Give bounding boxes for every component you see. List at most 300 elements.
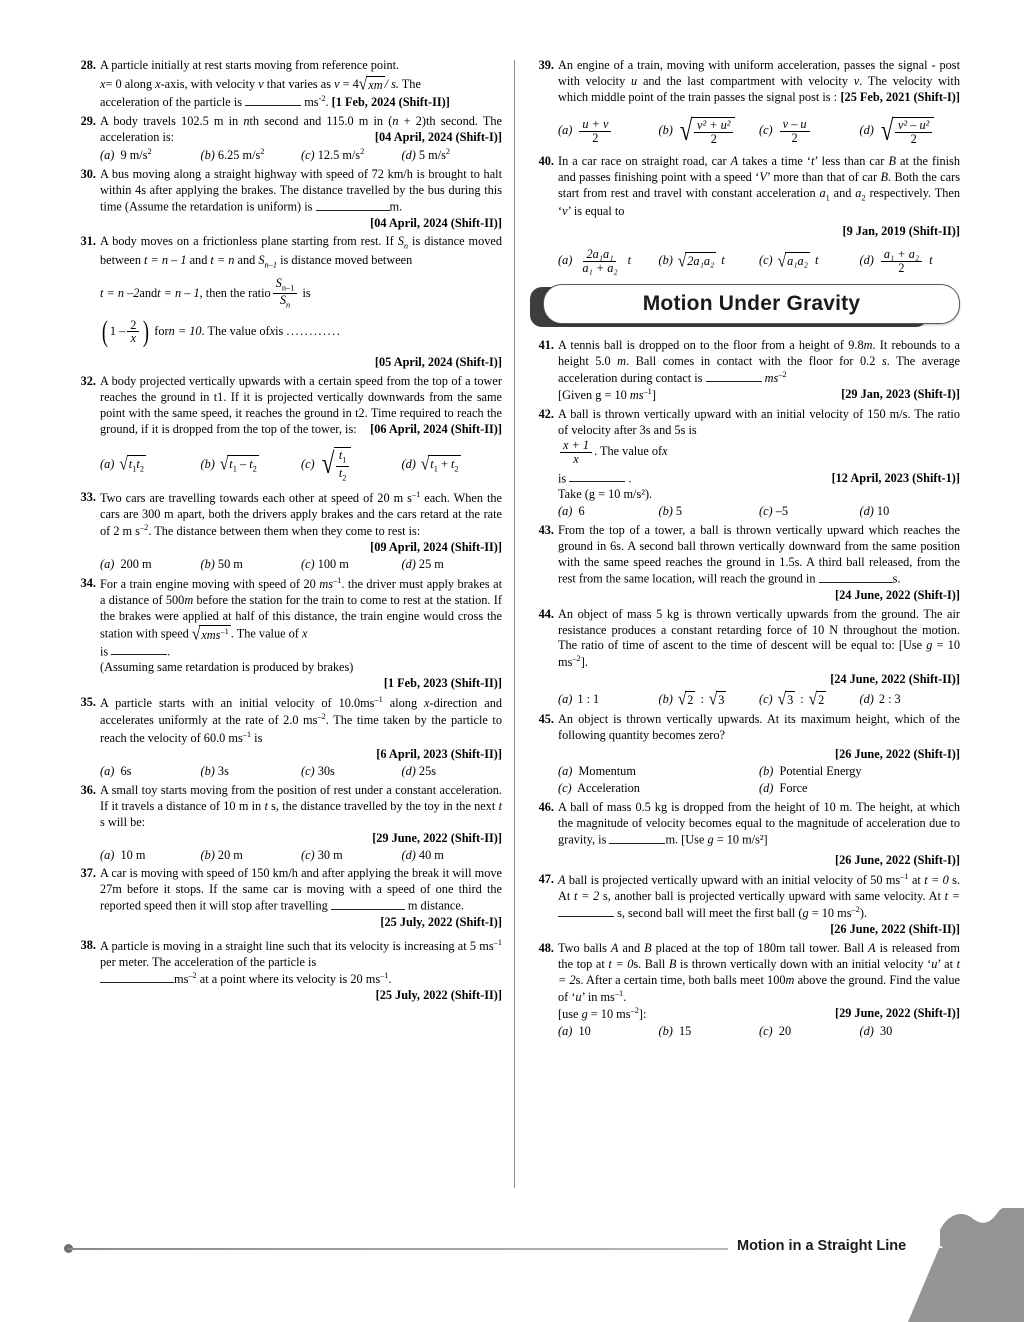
- answer-blank[interactable]: [316, 199, 390, 210]
- question-42: [530, 407, 960, 520]
- option-sqrt: √ 2a₁a₂: [677, 251, 715, 271]
- opt-a: 2: [687, 692, 694, 707]
- option-value: 10: [876, 504, 890, 519]
- source-tag: [25 July, 2022 (Shift-II)]: [375, 988, 502, 1003]
- option-value: 30s: [317, 763, 335, 778]
- source-tag: [12 April, 2023 (Shift-1)]: [831, 470, 960, 485]
- option-value: 20: [778, 1024, 792, 1039]
- options-row: [100, 848, 502, 864]
- option-sqrt: √ $t_1 - t_2$: [219, 455, 257, 475]
- option-value: 30: [880, 1024, 893, 1039]
- q41-ms2: ms: [629, 387, 644, 402]
- opt-d-op: +: [437, 456, 451, 471]
- question-number: 42.: [538, 406, 554, 421]
- question-number: 43.: [538, 523, 554, 538]
- q35-var-x: x: [424, 696, 430, 711]
- options-row: [558, 504, 960, 520]
- q41-t1: A tennis ball is dropped on to the floor from a height of 9.8: [558, 337, 864, 352]
- q31-t7: , then the ratio: [199, 285, 271, 300]
- option-b[interactable]: [658, 114, 760, 147]
- q48-usesup: –2: [630, 1005, 639, 1015]
- q28-sqrt: √ xm: [358, 74, 383, 95]
- question-41: [530, 338, 960, 404]
- option-a[interactable]: [558, 504, 659, 520]
- option-a[interactable]: [100, 764, 201, 780]
- q38-t5: .: [388, 972, 392, 987]
- q40-t1: In a car race on straight road, car: [558, 153, 731, 168]
- q48-u: u: [931, 956, 938, 971]
- question-body: [100, 114, 502, 164]
- question-body: [100, 234, 502, 371]
- answer-blank[interactable]: [819, 571, 893, 582]
- q31-sn-sub: n: [403, 241, 409, 251]
- q31-t5: is distance moved between: [277, 252, 413, 267]
- q48-eq1: t = 0: [608, 956, 634, 971]
- option-label: (b): [759, 764, 774, 779]
- question-44: [530, 607, 960, 709]
- q48-t1: Two balls: [558, 940, 611, 955]
- q32-text: A body projected vertically upwards with a certain speed from the top of a tower reaches the ground in t1. If it is projected vertically downwards from the same point with the same speed, it reaches the ground in t2. Time required to reach the ground, if it is dropped from the top of the tower, is:: [100, 374, 502, 437]
- source-tag: [24 June, 2022 (Shift-II)]: [830, 671, 960, 686]
- q29-n: n: [243, 114, 250, 129]
- opt-bot: 2: [898, 260, 905, 275]
- option-a[interactable]: [558, 1024, 659, 1040]
- q48-t8: s. After a certain time, both balls meet 100: [575, 972, 786, 987]
- option-d[interactable]: [402, 848, 503, 864]
- q40-B2: B: [880, 169, 888, 184]
- section-header-plate: [543, 284, 960, 324]
- q28-unit-sup: -2: [318, 93, 326, 103]
- option-c[interactable]: [759, 248, 860, 275]
- q41-m2: m: [617, 353, 627, 368]
- q31-p-frac-top: 2: [127, 319, 139, 333]
- question-number: 31.: [80, 234, 96, 249]
- answer-blank[interactable]: [569, 471, 625, 482]
- option-b[interactable]: [201, 848, 302, 864]
- question-38: [72, 938, 502, 1004]
- opt-a-s2: 2: [139, 464, 144, 474]
- q42-t2: . The value of: [594, 444, 663, 459]
- q47-g: g: [802, 905, 809, 920]
- option-value: Force: [779, 781, 808, 796]
- option-sqrt-fraction: √ $\frac{t_1}{t_2}$: [320, 447, 352, 482]
- option-value: 50 m: [217, 556, 243, 571]
- option-sqrt: √ $t_1t_2$: [119, 455, 144, 475]
- question-body: [558, 800, 960, 868]
- q28-var-x2: x: [155, 76, 161, 91]
- option-sqrt: √ 3: [777, 689, 794, 710]
- answer-blank[interactable]: [245, 95, 301, 106]
- q34-var-x: x: [301, 626, 308, 641]
- section-header-motion-under-gravity: [530, 284, 960, 330]
- q31-p-one: 1 –: [109, 323, 126, 338]
- q36-t3: s will be:: [100, 814, 146, 829]
- q38-t2: per meter. The acceleration of the particle is: [100, 954, 317, 969]
- q28-equation: [334, 74, 421, 95]
- q47-sup2: –2: [851, 904, 860, 914]
- right-column: [530, 58, 960, 1043]
- q35-t4: . The time taken by the particle to reach the velocity of 60.0 ms: [100, 713, 502, 745]
- source-tag: [25 July, 2022 (Shift-I)]: [380, 914, 502, 929]
- option-a[interactable]: [100, 147, 201, 164]
- q28-line2b: -axis, with velocity: [160, 76, 259, 91]
- q31-t6: and: [139, 285, 158, 300]
- option-label: (b): [200, 457, 215, 471]
- question-body: [558, 58, 960, 146]
- answer-blank[interactable]: [331, 898, 405, 909]
- q31-eq2: t = n: [210, 252, 235, 267]
- q35-t5: is: [251, 730, 263, 745]
- answer-blank[interactable]: [706, 370, 762, 381]
- question-body: [558, 872, 960, 938]
- question-number: 41.: [538, 337, 554, 352]
- q47-t1: ball is projected vertically upward with an initial velocity of 50 ms: [565, 872, 901, 887]
- option-sqrt-fraction: √ $\frac{\text{v² + u²}}{2}$: [678, 117, 736, 146]
- q42-t4: .: [628, 471, 632, 486]
- option-b[interactable]: [201, 557, 302, 573]
- q31-t9: for: [154, 323, 169, 338]
- option-c[interactable]: [301, 848, 402, 864]
- q41-t6: ]: [651, 387, 656, 402]
- opt-top: v² – u²: [895, 119, 932, 133]
- q31-t11: is: [275, 323, 284, 338]
- option-d[interactable]: [860, 248, 961, 275]
- options-row: [558, 1024, 960, 1040]
- opt-bot: 2: [791, 130, 798, 145]
- question-body: [100, 866, 502, 930]
- option-label: (c): [759, 1024, 773, 1039]
- q35-t1: A particle starts with an initial velocity of 10.0ms: [100, 696, 375, 711]
- option-b[interactable]: [759, 764, 960, 780]
- q28-var-v: v: [258, 76, 264, 91]
- answer-blank[interactable]: [609, 832, 665, 843]
- opt-tail: t: [929, 253, 933, 268]
- q46-t1: A ball of mass 0.5 kg is dropped from the height of 10 m. The height, at which the magnitude of velocity becomes equal to the magnitude of acceleration due to gravity, is: [558, 800, 960, 847]
- option-c[interactable]: [301, 147, 402, 164]
- option-b[interactable]: [201, 447, 302, 482]
- question-body: [100, 695, 502, 779]
- q47-t7: ).: [859, 905, 868, 920]
- opt-c-topsub: 1: [342, 455, 347, 465]
- answer-blank[interactable]: [111, 644, 167, 655]
- option-b[interactable]: (b) √ 2 : √ 3: [658, 689, 725, 710]
- option-c[interactable]: [301, 764, 402, 780]
- question-number: 38.: [80, 937, 96, 952]
- q41-sup2: –1: [643, 386, 652, 396]
- option-value: 5 m/s: [418, 148, 446, 163]
- q31-frac-bot: S: [279, 293, 286, 308]
- options-row: [558, 691, 960, 709]
- q33-sup2: –2: [139, 522, 149, 532]
- option-value: 3s: [217, 763, 229, 778]
- option-label: (b): [658, 123, 673, 138]
- option-b[interactable]: [659, 1024, 760, 1040]
- option-label: (b): [200, 847, 215, 862]
- opt-top: v² + u²: [694, 119, 733, 133]
- option-a[interactable]: [558, 117, 659, 146]
- option-label: (a): [558, 504, 573, 519]
- option-d[interactable]: [402, 764, 503, 780]
- q41-t4: . The average acceleration during contact is: [558, 353, 960, 385]
- q47-t3: s. At: [558, 872, 961, 903]
- source-tag: [29 June, 2022 (Shift-I)]: [834, 1005, 960, 1020]
- question-body: [558, 523, 960, 603]
- options-row-1: [558, 764, 960, 780]
- q28-line1: A particle initially at rest starts moving from reference point.: [100, 58, 400, 72]
- opt-a: 3: [787, 692, 794, 707]
- q31-t3: and: [186, 252, 211, 267]
- q38-t1: A particle is moving in a straight line such that its velocity is increasing at 5 ms: [100, 938, 494, 953]
- q31-sn: S: [397, 234, 404, 249]
- option-d[interactable]: [860, 1024, 961, 1040]
- q47-t6: = 10 ms: [808, 905, 852, 920]
- option-a[interactable]: [558, 691, 659, 709]
- option-label: (b): [658, 253, 673, 268]
- q40-a1s: 1: [825, 193, 830, 203]
- q42-frac-bot: x: [573, 451, 579, 466]
- option-c[interactable]: [301, 557, 402, 573]
- opt-b-t2: t: [249, 456, 253, 471]
- option-value: 6s: [120, 763, 132, 778]
- source-tag: [24 June, 2022 (Shift-I)]: [834, 587, 960, 602]
- q34-t1: For a train engine moving with speed of 20: [100, 576, 320, 591]
- opt-bot: a₁ + a₂: [582, 260, 618, 275]
- q48-use2: = 10 ms: [587, 1007, 631, 1022]
- option-label: (b): [200, 556, 215, 571]
- q44-sup: –2: [572, 654, 581, 664]
- q47-eq3: t =: [944, 888, 960, 903]
- source-tag: [6 April, 2023 (Shift-II)]: [376, 746, 502, 761]
- q33-t3: . The distance between them when they come to rest is:: [148, 523, 421, 538]
- opt-tail: t: [814, 253, 819, 268]
- q48-B: B: [644, 940, 652, 955]
- question-28: [72, 58, 502, 111]
- options-row: [100, 557, 502, 573]
- option-value: 40 m: [418, 847, 444, 862]
- option-sqrt: √ 2: [677, 689, 694, 710]
- option-label: (c): [558, 781, 572, 796]
- opt-bot: 2: [710, 131, 717, 146]
- left-column: [72, 58, 502, 1007]
- q33-sup1: –1: [411, 489, 421, 499]
- q34-t2: . the driver must apply brakes at a distance of 500: [100, 576, 502, 607]
- q34-sqrt-sup: –1: [220, 626, 229, 636]
- option-value: 15: [679, 1024, 692, 1039]
- option-a[interactable]: [100, 557, 201, 573]
- option-d[interactable]: [860, 691, 961, 709]
- option-sup: 2: [260, 147, 265, 157]
- option-label: (a): [100, 556, 115, 571]
- option-b[interactable]: [659, 504, 760, 520]
- option-label: (c): [301, 457, 315, 471]
- q39-var-v: v: [853, 73, 860, 88]
- opt-top: v – u: [780, 118, 810, 132]
- opt-c-top: t: [338, 448, 343, 463]
- option-c[interactable]: [759, 504, 860, 520]
- question-number: 32.: [80, 374, 96, 389]
- q30-tail: m.: [389, 199, 403, 214]
- option-label: (c): [759, 253, 773, 268]
- option-a[interactable]: [558, 764, 759, 780]
- question-body: [558, 941, 960, 1040]
- option-label: (d): [859, 1024, 874, 1039]
- q41-t2: . It rebounds to a height 5.0: [558, 337, 960, 368]
- option-value: 6.25 m/s: [217, 148, 261, 163]
- option-c[interactable]: [558, 781, 759, 797]
- question-body: [100, 938, 502, 1004]
- q48-t11: .: [623, 990, 627, 1004]
- q28-line2c: that varies as: [263, 76, 335, 91]
- opt-top: a₁ + a₂: [881, 248, 922, 262]
- q42-fraction: [560, 439, 592, 466]
- question-34: [72, 576, 502, 693]
- opt-c-bot: t: [338, 465, 343, 480]
- opt-b-s2: 2: [252, 464, 257, 474]
- q42-take: Take (g = 10 m/s²).: [558, 487, 653, 502]
- option-value: Potential Energy: [779, 764, 862, 779]
- q28-unit: ms: [304, 95, 319, 110]
- q34-ms: ms: [319, 576, 333, 591]
- option-label: (a): [558, 691, 573, 706]
- option-c[interactable]: [759, 1024, 860, 1040]
- question-number: 45.: [538, 711, 554, 726]
- opt-d-s1: 1: [433, 464, 438, 474]
- q38-sup3: –1: [380, 970, 389, 980]
- option-value: 25 m: [418, 556, 444, 571]
- answer-blank[interactable]: [100, 972, 174, 983]
- q35-t3: -direction and accelerates uniformly at the rate of 2.0 ms: [100, 696, 503, 728]
- question-number: 33.: [80, 489, 96, 504]
- q48-use: [use: [558, 1007, 582, 1022]
- q40-a2: a: [855, 185, 862, 200]
- opt-b-t1: t: [229, 456, 233, 471]
- option-a[interactable]: [558, 248, 659, 275]
- option-b[interactable]: [201, 147, 302, 164]
- q48-t10: ’ in ms: [581, 990, 615, 1004]
- source-tag: [26 June, 2022 (Shift-I)]: [834, 852, 960, 867]
- question-37: [72, 866, 502, 930]
- source-tag: [04 April, 2024 (Shift-I)]: [374, 130, 502, 145]
- option-label: (b): [200, 148, 215, 163]
- q44-t2: = 10 ms: [558, 638, 960, 670]
- q47-eq1: t = 0: [924, 872, 949, 887]
- opt-d-t2: t: [450, 456, 455, 471]
- option-label: (a): [100, 847, 115, 862]
- q40-a1: a: [819, 185, 826, 200]
- option-sqrt: √ 2: [808, 689, 825, 710]
- source-tag: [25 Feb, 2021 (Shift-I)]: [840, 89, 960, 104]
- question-number: 40.: [538, 153, 554, 168]
- question-32: [72, 374, 502, 482]
- question-number: 34.: [80, 575, 96, 590]
- q41-t5: [Given g = 10: [558, 387, 630, 402]
- q34-note: (Assuming same retardation is produced by brakes): [100, 660, 354, 675]
- q39-t3: . The velocity with which middle point of the train passes the signal post is :: [558, 73, 960, 104]
- q48-m: m: [785, 972, 795, 987]
- option-d[interactable]: [402, 447, 503, 482]
- option-a[interactable]: [100, 848, 201, 864]
- opt-b-op: –: [236, 456, 250, 471]
- source-tag: [1 Feb, 2024 (Shift-II)]: [331, 95, 450, 110]
- source-tag: [04 April, 2024 (Shift-II)]: [370, 215, 502, 230]
- option-d[interactable]: [860, 504, 961, 520]
- q48-sup: –1: [614, 988, 624, 998]
- q34-sqrt: √ xms$^{-1}$: [191, 624, 229, 644]
- source-tag: [26 June, 2022 (Shift-II)]: [830, 921, 960, 936]
- q28-line2a: = 0 along: [105, 76, 156, 91]
- option-value: 2 : 3: [878, 691, 901, 706]
- option-d[interactable]: [402, 557, 503, 573]
- option-label: (c): [759, 123, 773, 138]
- q31-sn1-sub: n–1: [264, 260, 278, 270]
- option-c[interactable]: [759, 117, 860, 146]
- q47-sup1: –1: [900, 871, 909, 881]
- q33-t2: each. When the cars are 300 m apart, both the drivers apply brakes and the cars retard at the rate of 2 m s: [100, 490, 502, 538]
- q35-t2: along: [382, 696, 425, 711]
- q34-sqrt-arg: xms: [201, 627, 221, 642]
- q28-eq-tail: / s.: [384, 76, 399, 91]
- q29-t2: th second and 115.0 m in (: [249, 114, 393, 129]
- option-label: (b): [658, 691, 673, 706]
- option-label: (a): [558, 1024, 573, 1039]
- question-40: [530, 154, 960, 275]
- q43-tail: s.: [892, 571, 901, 586]
- option-b[interactable]: [201, 764, 302, 780]
- option-label: (a): [100, 457, 115, 471]
- question-number: 29.: [80, 114, 96, 129]
- option-c[interactable]: [301, 447, 402, 482]
- option-sup: 2: [445, 147, 451, 157]
- column-divider: [514, 60, 515, 1188]
- option-a[interactable]: [100, 447, 201, 482]
- opt-d-t1: t: [430, 456, 434, 471]
- question-number: 44.: [538, 606, 554, 621]
- q31-t8: is: [302, 285, 311, 300]
- q45-t1: An object is thrown vertically upwards. At its maximum height, which of the following quantity becomes zero?: [558, 711, 960, 742]
- option-d[interactable]: [859, 114, 961, 147]
- answer-blank[interactable]: [558, 906, 614, 917]
- question-number: 36.: [80, 782, 96, 797]
- q31-frac-bot-sub: n: [285, 300, 291, 310]
- q31-p-frac-bot: x: [130, 331, 137, 346]
- q31-frac-top-sub: n–1: [281, 283, 295, 293]
- q48-g: g: [581, 1007, 588, 1022]
- q34-t5: is: [100, 644, 109, 659]
- option-label: (d): [401, 763, 416, 778]
- q40-t5: ’ more than that of car: [766, 169, 881, 184]
- question-31: [72, 234, 502, 371]
- option-d[interactable]: [402, 147, 503, 164]
- q46-t3: = 10 m/s²]: [713, 832, 768, 847]
- q44-g: g: [926, 638, 933, 653]
- option-value: 1 : 1: [577, 691, 600, 706]
- q48-t4: is released from the top at: [558, 940, 960, 971]
- option-label: (b): [658, 504, 673, 519]
- options-row: [558, 114, 960, 147]
- q40-v: v: [562, 204, 568, 219]
- option-c[interactable]: (c) √ 3 : √ 2: [759, 689, 825, 710]
- q41-sup: –2: [778, 369, 787, 379]
- option-d[interactable]: [759, 781, 960, 797]
- source-tag: [05 April, 2024 (Shift-I)]: [374, 355, 502, 370]
- q37-tail: m distance.: [407, 898, 464, 913]
- option-b[interactable]: [659, 248, 760, 275]
- q38-sup1: –1: [493, 937, 502, 947]
- option-label: (d): [859, 123, 874, 138]
- q46-g: g: [707, 832, 714, 847]
- option-label: (a): [100, 148, 115, 163]
- option-value: 10 m: [120, 847, 146, 862]
